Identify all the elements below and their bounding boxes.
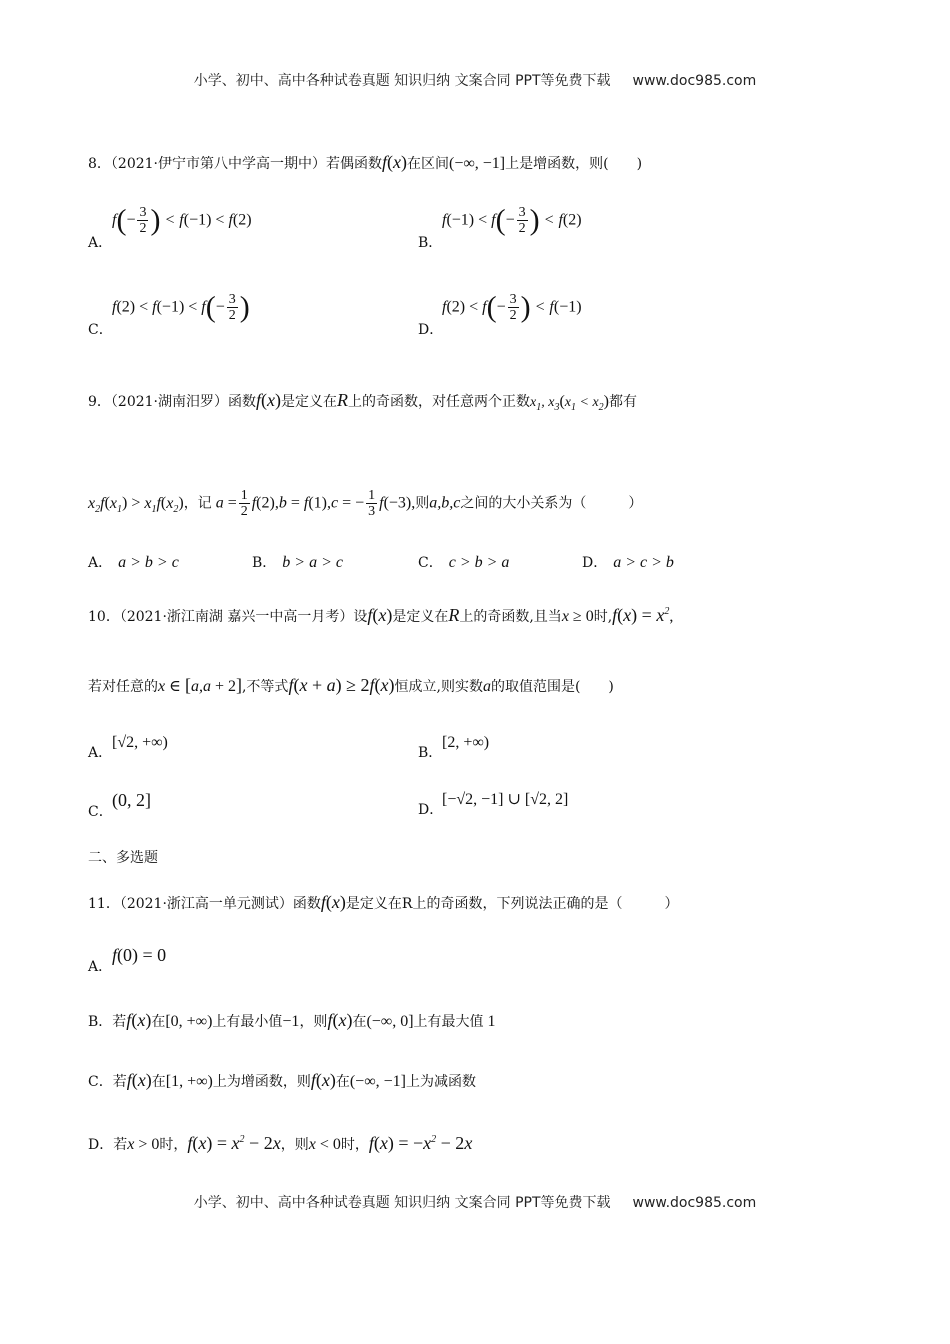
question-9-option-b[interactable]: B． b > a > c [252,554,343,571]
question-10-option-d[interactable]: D．[−√2, −1] ∪ [√2, 2] [418,791,569,818]
question-9-option-a[interactable]: A． a > b > c [88,554,179,571]
question-9-option-d[interactable]: D． a > c > b [582,554,674,571]
question-10-stem: 10．（2021·浙江南湖 嘉兴一中高一月考）设f(x)是定义在R上的奇函数,且当x ≥ 0时$,f(x) = x^2$, [88,605,674,625]
section-heading-multiple-choice: 二、多选题 [88,850,158,866]
question-11-option-c[interactable]: C．若f(x)在[1, +∞)上为增函数，则f(x)在(−∞, −1]上为减函数 [88,1070,476,1090]
question-9-condition: $x_2f(x_1) > x_1f(x_2)$，记 a = $\frac{1}{2}$ f(2),b = f(1),c = − $\frac{1}{3}$ f(−3),则a,b,c之间的大小关系为（ ） [88,488,643,519]
page-footer [0,1192,950,1212]
question-8-option-c[interactable]: C．f(2) < f(−1) < f(− $\frac{3}{2}$ ) [88,290,250,338]
question-8-stem: 8．（2021·伊宁市第八中学高一期中）若偶函数f(x)在区间(−∞, −1]上是增函数，则( ) [88,152,643,172]
question-9-options [88,553,179,573]
question-11-option-b[interactable]: B．若f(x)在[0, +∞)上有最小值−1，则f(x)在(−∞, 0]上有最大值 1 [88,1010,496,1030]
question-11-stem: 11．（2021·浙江高一单元测试）函数f(x)是定义在R上的奇函数，下列说法正确的是（ ） [88,892,679,912]
question-8-option-a[interactable]: A．f(− $\frac{3}{2}$ ) < f(−1) < f(2) [88,203,252,251]
page-header [0,70,950,90]
footer-text: 小学、初中、高中各种试卷真题 知识归纳 文案合同 PPT等免费下载 [193,1195,611,1211]
question-8-option-d[interactable]: D．f(2) < f(− $\frac{3}{2}$ ) < f(−1) [418,290,582,338]
question-10-condition: 若对任意的x ∈ [a,a + 2],不等式f(x + a) ≥ 2f(x)恒成立,则实数a的取值范围是( ) [88,675,614,695]
math-interval: (−∞, −1] [449,155,506,172]
footer-url[interactable]: www.doc985.com [632,1195,757,1211]
header-text: 小学、初中、高中各种试卷真题 知识归纳 文案合同 PPT等免费下载 [193,73,611,89]
question-10-option-c[interactable]: C．(0, 2] [88,790,151,820]
question-10-option-b[interactable]: B．[2, +∞) [418,734,490,761]
header-url[interactable]: www.doc985.com [632,73,757,89]
question-9-stem: 9．（2021·湖南汨罗）函数f(x)是定义在R上的奇函数，对任意两个正数$x_1$, $x_3(x_1 < x_2)$都有 [88,390,637,413]
question-8-option-b[interactable]: B．f(−1) < f(− $\frac{3}{2}$ ) < f(2) [418,203,582,251]
math-fx: f [382,152,388,172]
question-11-option-d[interactable]: D．若x > 0时，$f(x) = x^2 - 2x$，则x < 0时，$f(x) = -x^2 - 2x$ [88,1133,473,1153]
question-11-option-a[interactable]: A．f(0) = 0 [88,945,167,975]
question-9-option-c[interactable]: C． c > b > a [418,554,510,571]
question-10-option-a[interactable]: A．[√2, +∞) [88,734,168,761]
